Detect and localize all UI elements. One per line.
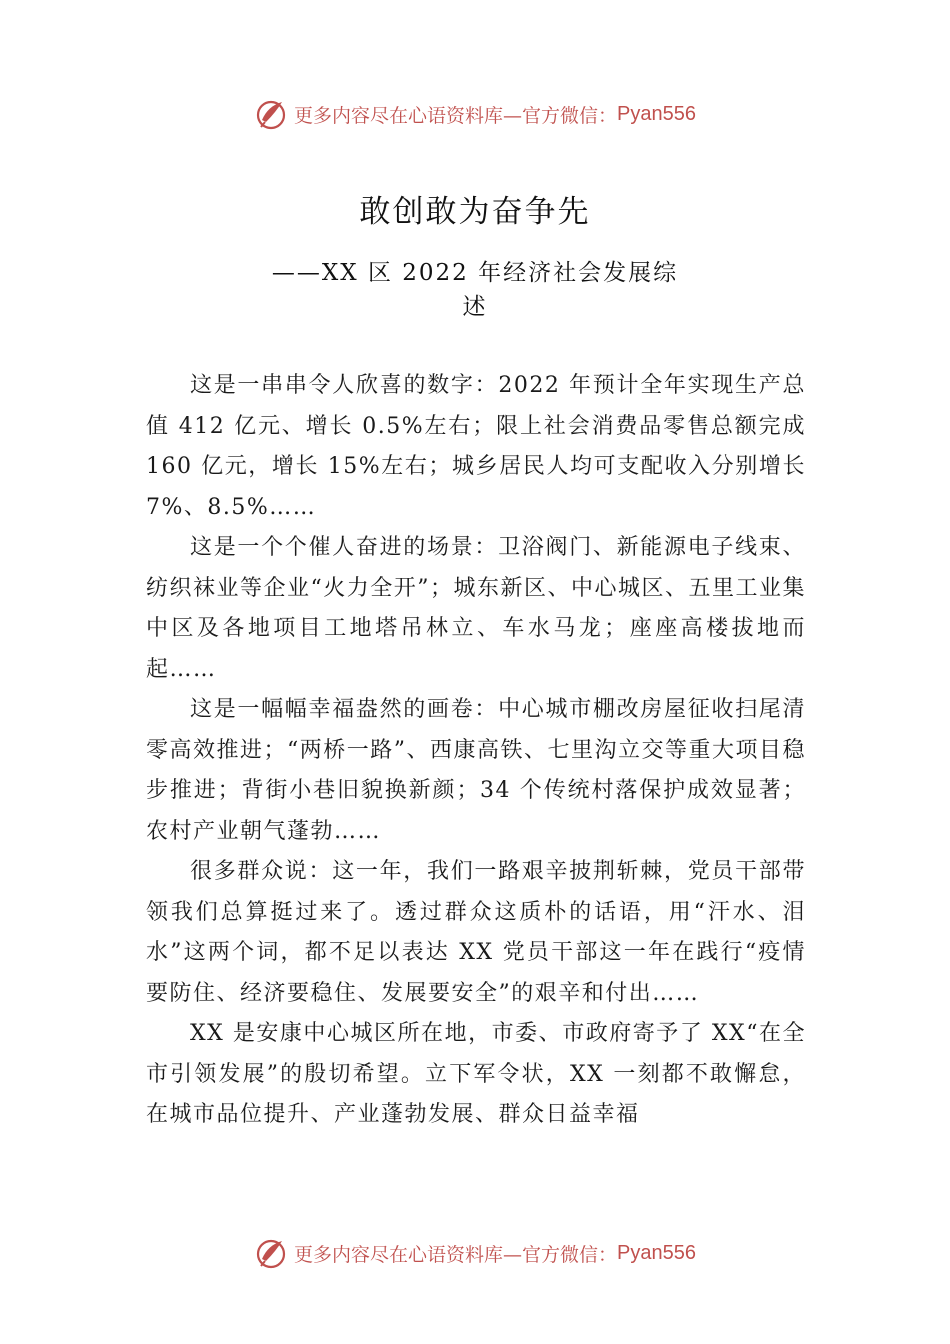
document-body xyxy=(146,366,806,1136)
document-subtitle xyxy=(0,256,950,324)
paragraph: 很多群众说：这一年，我们一路艰辛披荆斩棘，党员干部带领我们总算挺过来了。透过群众这质朴的话语，用“汗水、泪水”这两个词，都不足以表达 XX 党员干部这一年在践行“疫情要防住、经济要稳住、发展要安全”的艰辛和付出…… xyxy=(146,859,806,1006)
watermark-text: 更多内容尽在心语资料库—官方微信： xyxy=(294,1243,618,1266)
watermark-wechat-id: Pyan556 xyxy=(617,102,696,125)
subtitle-line-1: ——XX 区 2022 年经济社会发展综 xyxy=(271,260,679,286)
paragraph: XX 是安康中心城区所在地，市委、市政府寄予了 XX“在全市引领发展”的殷切希望。立下军令状，XX 一刻都不敢懈怠，在城市品位提升、产业蓬勃发展、群众日益幸福 xyxy=(146,1021,806,1127)
pen-logo-icon xyxy=(254,1235,290,1271)
paragraph: 这是一幅幅幸福盎然的画卷：中心城市棚改房屋征收扫尾清零高效推进；“两桥一路”、西康高铁、七里沟立交等重大项目稳步推进；背街小巷旧貌换新颜；34 个传统村落保护成效显著；农村产业朝气蓬勃…… xyxy=(146,697,806,844)
footer-watermark xyxy=(0,1233,950,1273)
pen-logo-icon xyxy=(254,96,290,132)
watermark-wechat-id: Pyan556 xyxy=(617,1241,696,1264)
watermark-text: 更多内容尽在心语资料库—官方微信： xyxy=(294,104,618,127)
paragraph: 这是一串串令人欣喜的数字：2022 年预计全年实现生产总值 412 亿元、增长 0.5%左右；限上社会消费品零售总额完成 160 亿元，增长 15%左右；城乡居民人均可支配收入分别增长 7%、8.5%…… xyxy=(146,373,806,520)
subtitle-line-2: 述 xyxy=(462,294,488,320)
header-watermark xyxy=(0,94,950,134)
document-title: 敢创敢为奋争先 xyxy=(359,194,591,230)
paragraph: 这是一个个催人奋进的场景：卫浴阀门、新能源电子线束、纺织袜业等企业“火力全开”；城东新区、中心城区、五里工业集中区及各地项目工地塔吊林立、车水马龙；座座高楼拔地而起…… xyxy=(146,535,806,682)
